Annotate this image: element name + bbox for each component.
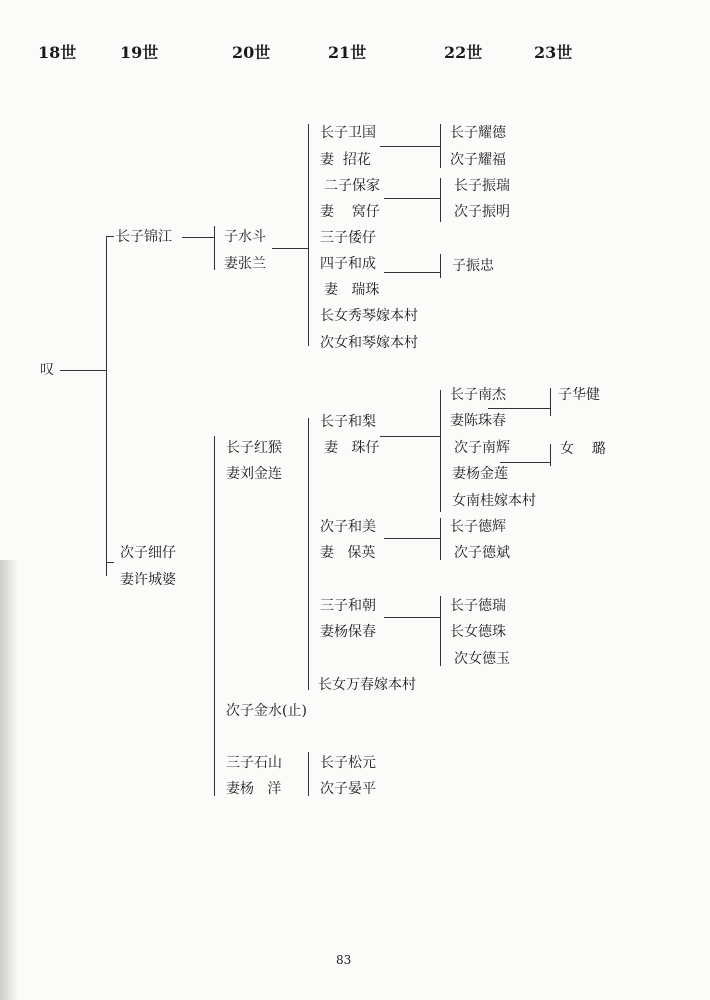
list-item: 三子和朝 [320,598,376,614]
list-item: 长子松元 [320,755,376,771]
hecheng-connector [384,272,440,273]
baojia-children-bracket [440,178,441,222]
hechao-connector [384,617,440,618]
gen-22-label: 22世 [444,43,483,62]
honghou-wife: 妻刘金连 [226,466,282,482]
honghou-children-bracket [308,418,309,690]
list-item: 次子晏平 [320,781,376,797]
list-item: 妻陈珠春 [450,413,506,429]
gen-23-label: 23世 [534,43,573,62]
gen19-bracket [106,236,107,576]
nanhui-children-bracket [550,444,551,466]
list-item: 次子振明 [454,204,510,220]
list-item: 妻 招花 [320,152,371,168]
weiguo-children-bracket [440,124,441,168]
list-item: 子华健 [558,387,600,403]
hecheng-children-bracket [440,254,441,278]
list-item: 长女万春嫁本村 [318,677,416,693]
list-item: 四子和成 [320,256,376,272]
list-item: 子振忠 [452,258,494,274]
gen19-son2: 次子细仔 [120,545,176,561]
honghou-name: 长子红猴 [226,440,282,456]
list-item: 长子南杰 [450,387,506,403]
list-item: 次子耀福 [450,152,506,168]
shishan-children-bracket [308,752,309,796]
list-item: 长女德珠 [450,624,506,640]
hemei-connector [384,538,440,539]
weiguo-connector [380,146,440,147]
gen19-son2-wife: 妻许城婆 [120,572,176,588]
root-connector [60,370,106,371]
list-item: 三子倭仔 [320,230,376,246]
list-item: 女 璐 [560,441,606,457]
shuidou-bracket [214,226,215,270]
xizai-children-bracket [214,436,215,796]
list-item: 长子德瑞 [450,598,506,614]
list-item: 长子德辉 [450,519,506,535]
shuidou-children-bracket [308,124,309,346]
list-item: 次子南辉 [454,440,510,456]
heli-children-bracket [440,390,441,512]
scan-shadow [0,560,18,1000]
list-item: 妻 窝仔 [320,204,380,220]
shuidou-name: 子水斗 [224,229,266,245]
list-item: 女南桂嫁本村 [452,493,536,509]
list-item: 次子德斌 [454,545,510,561]
heli-connector [380,436,440,437]
shishan-wife: 妻杨 洋 [226,781,282,797]
list-item: 长子和梨 [320,414,376,430]
list-item: 妻 珠仔 [324,440,380,456]
shuidou-wife: 妻张兰 [224,256,266,272]
gen-21-label: 21世 [328,43,367,62]
list-item: 妻 保英 [320,545,376,561]
jinshui-name: 次子金水(止) [226,703,307,719]
baojia-connector [384,198,440,199]
list-item: 次子和美 [320,519,376,535]
gen19-tick-2 [106,562,114,563]
root-name: 叹 [40,362,54,378]
page-number: 83 [336,953,352,967]
list-item: 长女秀琴嫁本村 [320,308,418,324]
list-item: 二子保家 [324,178,380,194]
list-item: 长子振瑞 [454,178,510,194]
nanjie-connector [488,408,550,409]
gen-19-label: 19世 [120,43,159,62]
list-item: 妻 瑞珠 [324,282,380,298]
list-item: 长子卫国 [320,125,376,141]
list-item: 次女和琴嫁本村 [320,335,418,351]
shishan-name: 三子石山 [226,755,282,771]
hemei-children-bracket [440,518,441,560]
list-item: 长子耀德 [450,125,506,141]
gen-20-label: 20世 [232,43,271,62]
list-item: 妻杨金莲 [452,466,508,482]
gen-18-label: 18世 [38,43,77,62]
nanhui-connector [500,462,550,463]
jinjiang-connector [182,237,214,238]
hechao-children-bracket [440,596,441,666]
nanjie-children-bracket [550,388,551,416]
gen19-son1: 长子锦江 [116,229,172,245]
shuidou-connector [272,248,308,249]
list-item: 次女德玉 [454,651,510,667]
gen19-tick-1 [106,236,114,237]
list-item: 妻杨保春 [320,624,376,640]
